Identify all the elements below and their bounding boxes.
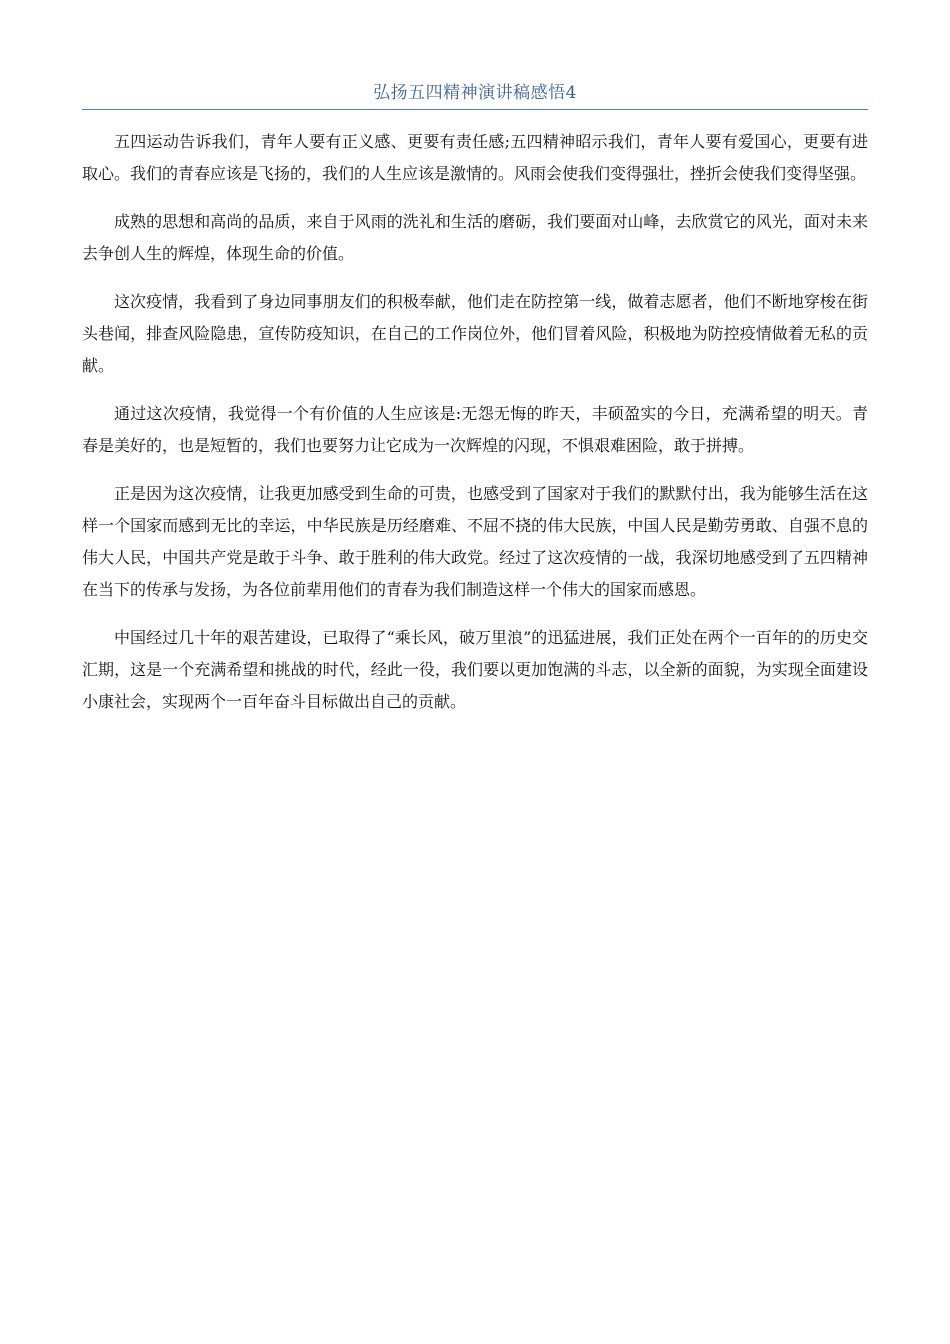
paragraph-5: 正是因为这次疫情，让我更加感受到生命的可贵，也感受到了国家对于我们的默默付出，我为能够生活在这样一个国家而感到无比的幸运，中华民族是历经磨难、不屈不挠的伟大民族，中国人民是勤劳勇敢、自强不息的伟大人民，中国共产党是敢于斗争、敢于胜利的伟大政党。经过了这次疫情的一战，我深切地感受到了五四精神在当下的传承与发扬，为各位前辈用他们的青春为我们制造这样一个伟大的国家而感恩。 — [82, 484, 868, 599]
paragraph-1: 五四运动告诉我们，青年人要有正义感、更要有责任感;五四精神昭示我们，青年人要有爱国心，更要有进取心。我们的青春应该是飞扬的，我们的人生应该是激情的。风雨会使我们变得强壮，挫折会使我们变得坚强。 — [82, 132, 868, 183]
paragraph-2: 成熟的思想和高尚的品质，来自于风雨的洗礼和生活的磨砺，我们要面对山峰，去欣赏它的风光，面对未来去争创人生的辉煌，体现生命的价值。 — [82, 212, 868, 263]
paragraph-4: 通过这次疫情，我觉得一个有价值的人生应该是:无怨无悔的昨天，丰硕盈实的今日，充满希望的明天。青春是美好的，也是短暂的，我们也要努力让它成为一次辉煌的闪现，不惧艰难困险，敢于拼搏。 — [82, 404, 868, 455]
document-body — [82, 126, 868, 718]
document-page — [82, 80, 868, 734]
paragraph-6: 中国经过几十年的艰苦建设，已取得了“乘长风，破万里浪”的迅猛进展，我们正处在两个一百年的的历史交汇期，这是一个充满希望和挑战的时代，经此一役，我们要以更加饱满的斗志，以全新的面貌，为实现全面建设小康社会，实现两个一百年奋斗目标做出自己的贡献。 — [82, 628, 868, 711]
document-header — [82, 80, 868, 110]
document-title: 弘扬五四精神演讲稿感悟4 — [373, 83, 577, 103]
paragraph-3: 这次疫情，我看到了身边同事朋友们的积极奉献，他们走在防控第一线，做着志愿者，他们不断地穿梭在街头巷闻，排查风险隐患，宣传防疫知识，在自己的工作岗位外，他们冒着风险，积极地为防控疫情做着无私的贡献。 — [82, 292, 868, 375]
